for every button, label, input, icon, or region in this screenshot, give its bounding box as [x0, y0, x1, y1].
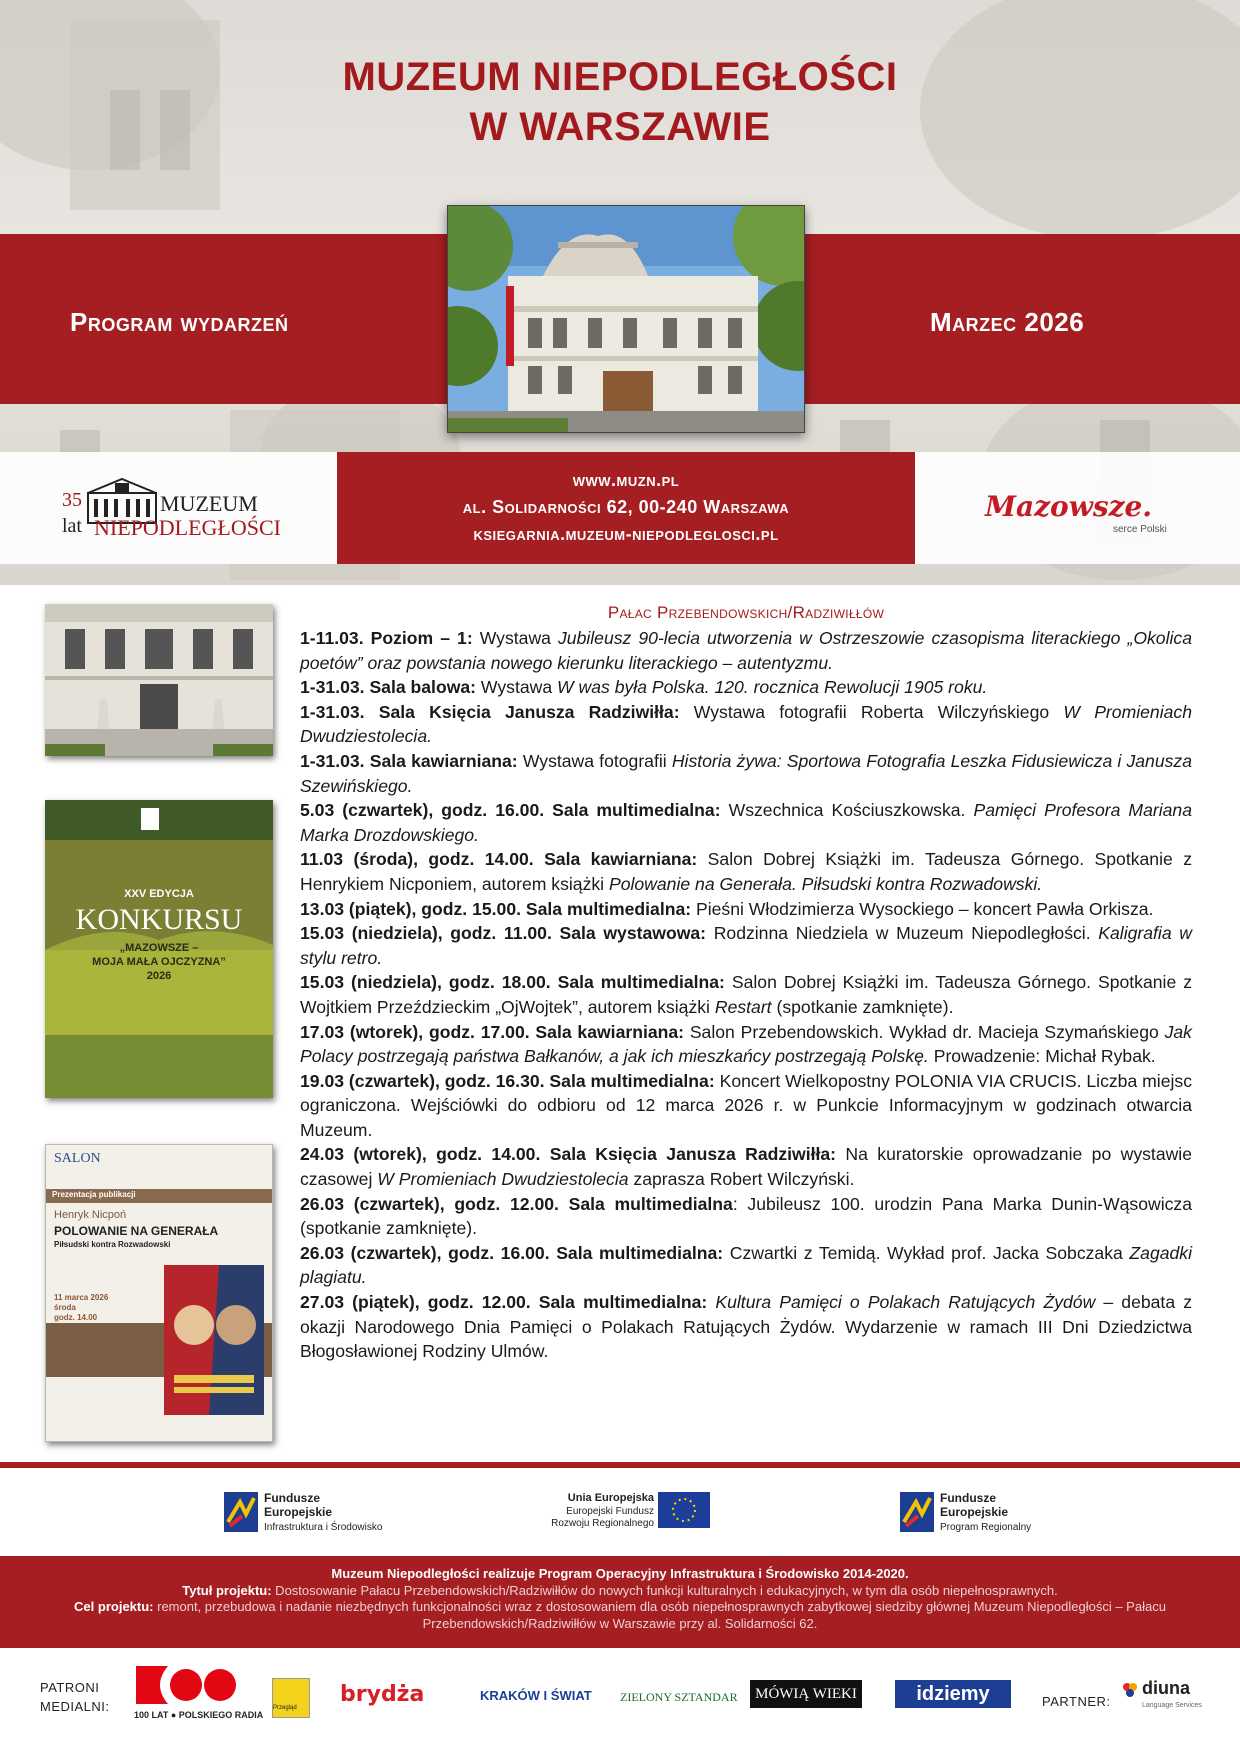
contest-edition: XXV EDYCJA — [124, 888, 194, 900]
month-label: Marzec 2026 — [930, 307, 1085, 337]
event-item — [300, 749, 1192, 798]
book-type: Prezentacja publikacji — [52, 1190, 136, 1199]
book-time: godz. 14.00 — [54, 1313, 98, 1322]
eu-logo2-line1: Unia Europejska — [567, 1492, 654, 1504]
book-subtitle: Piłsudski kontra Rozwadowski — [54, 1240, 171, 1249]
event-item — [300, 1241, 1192, 1290]
event-heading: 27.03 (piątek), godz. 12.00. Sala multimedialna: — [300, 1292, 708, 1313]
event-text: Salon Dobrej Książki im. Tadeusza Górnego. Spotkanie z Henrykiem Nicponiem, autorem książki — [300, 849, 1192, 894]
event-tail: Prowadzenie: Michał Rybak. — [928, 1046, 1156, 1067]
eu-funds-regional-program-logo — [900, 1486, 1060, 1546]
event-heading: 1-11.03. Poziom – 1: — [300, 628, 473, 648]
event-text: Czwartki z Temidą. Wykład prof. Jacka Sobczaka — [723, 1242, 1130, 1263]
radio-label: 100 LAT ● POLSKIEGO RADIA — [134, 1710, 264, 1720]
funding-project-goal: Cel projektu: remont, przebudowa i nadanie niezbędnych funkcjonalności wraz z dostosowaniem dla osób niepełnosprawnych zabytkowej siedziby głównej Muzeum Niepodległości – Pałacu Przebendowskich/Radziwiłłów w Warszawie przy al. Solidarności 62. — [74, 1599, 1166, 1631]
przeglad-logo — [272, 1678, 310, 1718]
patrons-label-line1: PATRONI — [40, 1680, 100, 1695]
book-presentation-poster — [45, 1144, 273, 1442]
address-text: al. Solidarności 62, 00-240 Warszawa — [462, 497, 790, 517]
palace-facade-photo — [45, 604, 273, 756]
eu-logo3-line3: Program Regionalny — [940, 1522, 1032, 1533]
contest-year: 2026 — [146, 970, 172, 982]
eu-flag-icon — [658, 1492, 710, 1528]
museum-lat: lat — [62, 515, 82, 537]
palace-facade-illustration — [45, 604, 273, 756]
event-item — [300, 1192, 1192, 1241]
event-heading: 26.03 (czwartek), godz. 16.00. Sala multimedialna: — [300, 1242, 724, 1263]
event-heading: 24.03 (wtorek), godz. 14.00. Sala Księcia Janusza Radziwiłła: — [300, 1144, 837, 1165]
radio-circles-icon — [132, 1666, 238, 1704]
eu-logo1-line3: Infrastruktura i Środowisko — [264, 1522, 383, 1533]
mowia-wieki-logo: MÓWIĄ WIEKI — [750, 1680, 862, 1708]
krakow-i-swiat-logo: KRAKÓW I ŚWIAT — [480, 1688, 592, 1703]
event-title: Historia żywa: Sportowa Fotografia Leszka Fidusiewicza i Janusza Szewińskiego. — [300, 750, 1192, 796]
eu-logo3-line2: Europejskie — [940, 1505, 1009, 1519]
event-item — [300, 897, 1192, 922]
book-weekday: środa — [54, 1303, 76, 1312]
event-item — [300, 700, 1192, 749]
palace-photo — [447, 205, 805, 433]
event-text: Salon Dobrej Książki im. Tadeusza Górnego. Spotkanie z Wojtkiem Przeździeckim „OjWojtek”, autorem książki — [300, 972, 1192, 1017]
event-text: Koncert Wielkopostny POLONIA VIA CRUCIS. Liczba miejsc ograniczona. Wejściówki do odbioru od 12 marca 2026 r. w Punkcie Informacyjnym w godzinach otwarcia Muzeum. — [300, 1070, 1193, 1140]
event-item — [300, 675, 1192, 700]
event-title: Zagadki plagiatu. — [300, 1242, 1192, 1288]
website-link[interactable]: www.muzn.pl — [572, 470, 680, 490]
palace-illustration — [448, 206, 805, 433]
diuna-icon — [1122, 1682, 1138, 1698]
eu-star-icon — [224, 1492, 258, 1532]
event-title: Jak Polacy postrzegają państwa Bałkanów, a jak ich mieszkańcy postrzegają Polskę. — [300, 1021, 1192, 1067]
event-item — [300, 1142, 1192, 1191]
funding-project-title: Tytuł projektu: Dostosowanie Pałacu Przebendowskich/Radziwiłłów do nowych funkcji kulturalnych i edukacyjnych, w tym dla osób niepełnosprawnych. — [182, 1582, 1058, 1598]
eu-regional-fund-logo — [550, 1486, 710, 1546]
eu-logo1-line1: Fundusze — [264, 1491, 320, 1505]
contest-headline: KONKURSU — [75, 903, 243, 936]
event-tail: zaprasza Robert Wilczyński. — [628, 1169, 855, 1190]
diuna-name: diuna — [1142, 1678, 1190, 1698]
event-heading: 13.03 (piątek), godz. 15.00. Sala multimedialna: — [300, 898, 692, 919]
event-text: Wystawa fotografii Roberta Wilczyńskiego — [679, 701, 1064, 722]
program-label: Program wydarzeń — [70, 307, 289, 337]
event-heading: 26.03 (czwartek), godz. 12.00. Sala multimedialna — [300, 1193, 733, 1214]
funding-line-1: Muzeum Niepodległości realizuje Program Operacyjny Infrastruktura i Środowisko 2014-2020. — [331, 1566, 909, 1581]
event-heading: 5.03 (czwartek), godz. 16.00. Sala multimedialna: — [300, 800, 721, 821]
salon-brand: SALON — [54, 1151, 101, 1166]
eu-logo2-line3: Rozwoju Regionalnego — [551, 1518, 654, 1529]
funding-note — [0, 1556, 1240, 1648]
zielony-sztandar-logo: ZIELONY SZTANDAR — [620, 1690, 738, 1704]
event-title: Kaligrafia w stylu retro. — [300, 923, 1192, 968]
eu-star-icon-2 — [900, 1492, 934, 1532]
mazowsze-logo — [985, 490, 1185, 540]
event-text: : Jubileusz 100. urodzin Pana Marka Dunin-Wąsowicza (spotkanie zamknięte). — [300, 1193, 1192, 1239]
eu-logo2-line2: Europejski Fundusz — [566, 1506, 654, 1517]
eu-logo3-line1: Fundusze — [940, 1491, 996, 1505]
event-text: Na kuratorskie oprowadzanie po wystawie czasowej — [300, 1144, 1192, 1190]
event-item — [300, 847, 1192, 896]
event-title: Kultura Pamięci o Polakach Ratujących Żydów — [715, 1292, 1096, 1313]
event-text: Wystawa — [476, 677, 558, 698]
venue-heading: Pałac Przebendowskich/Radziwiłłów — [607, 603, 885, 622]
book-author: Henryk Nicpoń — [54, 1209, 127, 1221]
contest-subtitle-2: MOJA MAŁA OJCZYZNA” — [92, 956, 226, 968]
event-text: Salon Przebendowskich. Wykład dr. Macieja Szymańskiego — [684, 1021, 1165, 1042]
event-title: Polowanie na Generała. Piłsudski kontra Rozwadowski. — [608, 873, 1043, 894]
event-tail: (spotkanie zamknięte). — [771, 996, 954, 1017]
contest-subtitle-1: „MAZOWSZE – — [119, 942, 199, 954]
event-heading: 1-31.03. Sala kawiarniana: — [300, 750, 518, 771]
museum-word-1: MUZEUM — [160, 491, 258, 516]
book-title: POLOWANIE NA GENERAŁA — [54, 1224, 219, 1238]
shop-link[interactable]: ksiegarnia.muzeum-niepodleglosci.pl — [473, 524, 779, 544]
event-item — [300, 1020, 1192, 1069]
event-item — [300, 1290, 1192, 1364]
eu-logos-row — [0, 1486, 1240, 1566]
event-title: W was była Polska. 120. rocznica Rewolucji 1905 roku. — [557, 677, 988, 698]
event-item — [300, 970, 1192, 1019]
przeglad-name: Przegląd — [273, 1705, 297, 1711]
event-item — [300, 798, 1192, 847]
event-title: Jubileusz 90-lecia utworzenia w Ostrzeszowie czasopisma literackiego „Okolica poetów” oraz powstania nowego kierunku literackiego – autentyzmu. — [300, 628, 1192, 673]
event-list — [300, 626, 1192, 1364]
event-heading: 15.03 (niedziela), godz. 18.00. Sala multimedialna: — [300, 972, 725, 993]
title-line-1: MUZEUM NIEPODLEGŁOŚCI — [342, 55, 898, 99]
partner-label: PARTNER: — [1042, 1694, 1111, 1709]
event-text: Wystawa fotografii — [517, 750, 672, 771]
mazowsze-wordmark: Mazowsze. — [985, 490, 1153, 523]
book-date: 11 marca 2026 — [54, 1293, 109, 1302]
event-heading: 1-31.03. Sala balowa: — [300, 677, 477, 698]
eu-logo1-line2: Europejskie — [264, 1505, 333, 1519]
event-heading: 19.03 (czwartek), godz. 16.30. Sala multimedialna: — [300, 1070, 715, 1091]
contact-box — [337, 452, 915, 564]
event-item — [300, 626, 1192, 675]
eu-funds-infrastructure-logo — [224, 1486, 384, 1546]
event-heading: 1-31.03. Sala Księcia Janusza Radziwiłła: — [300, 701, 680, 722]
event-tail: – debata z okazji Narodowego Dnia Pamięci o Polakach Ratujących Żydów. Wydarzenie w ramach III Dni Dziedzictwa Błogosławionej Rodziny Ulmów. — [300, 1292, 1193, 1362]
event-text: Wszechnica Kościuszkowska. — [720, 800, 974, 821]
idziemy-logo: idziemy — [895, 1680, 1011, 1708]
patrons-label-line2: MEDIALNI: — [40, 1699, 110, 1714]
event-title: Restart — [714, 996, 772, 1017]
event-title: W Promieniach Dwudziestolecia — [377, 1169, 629, 1190]
page-title — [0, 52, 1240, 152]
polish-radio-logo — [132, 1666, 264, 1732]
brydza-logo: brydża — [340, 1682, 425, 1707]
contest-poster — [45, 800, 273, 1098]
event-title: Pamięci Profesora Mariana Marka Drozdowskiego. — [300, 800, 1192, 845]
museum-years: 35 — [62, 489, 82, 511]
mazowsze-tagline: serce Polski — [1113, 524, 1167, 535]
diuna-logo — [1122, 1678, 1222, 1718]
event-text: Wystawa — [472, 628, 558, 648]
event-heading: 15.03 (niedziela), godz. 11.00. Sala wystawowa: — [300, 923, 707, 944]
event-item — [300, 921, 1192, 970]
museum-word-2: NIEPODLEGŁOŚCI — [94, 515, 281, 540]
event-title: W Promieniach Dwudziestolecia. — [300, 701, 1192, 747]
event-heading: 11.03 (środa), godz. 14.00. Sala kawiarniana: — [300, 849, 698, 870]
diuna-sub: Language Services — [1142, 1702, 1202, 1709]
museum-logo — [60, 475, 280, 545]
footer-rule — [0, 1462, 1240, 1468]
event-text: Rodzinna Niedziela w Muzeum Niepodległości. — [706, 923, 1099, 944]
media-patrons-row — [0, 1660, 1240, 1754]
event-item — [300, 1069, 1192, 1143]
event-heading: 17.03 (wtorek), godz. 17.00. Sala kawiarniana: — [300, 1021, 685, 1042]
book-cover-art — [164, 1265, 264, 1415]
event-text: Pieśni Włodzimierza Wysockiego – koncert Pawła Orkisza. — [691, 898, 1154, 919]
patrons-label — [40, 1678, 110, 1716]
title-line-2: W WARSZAWIE — [469, 105, 771, 149]
